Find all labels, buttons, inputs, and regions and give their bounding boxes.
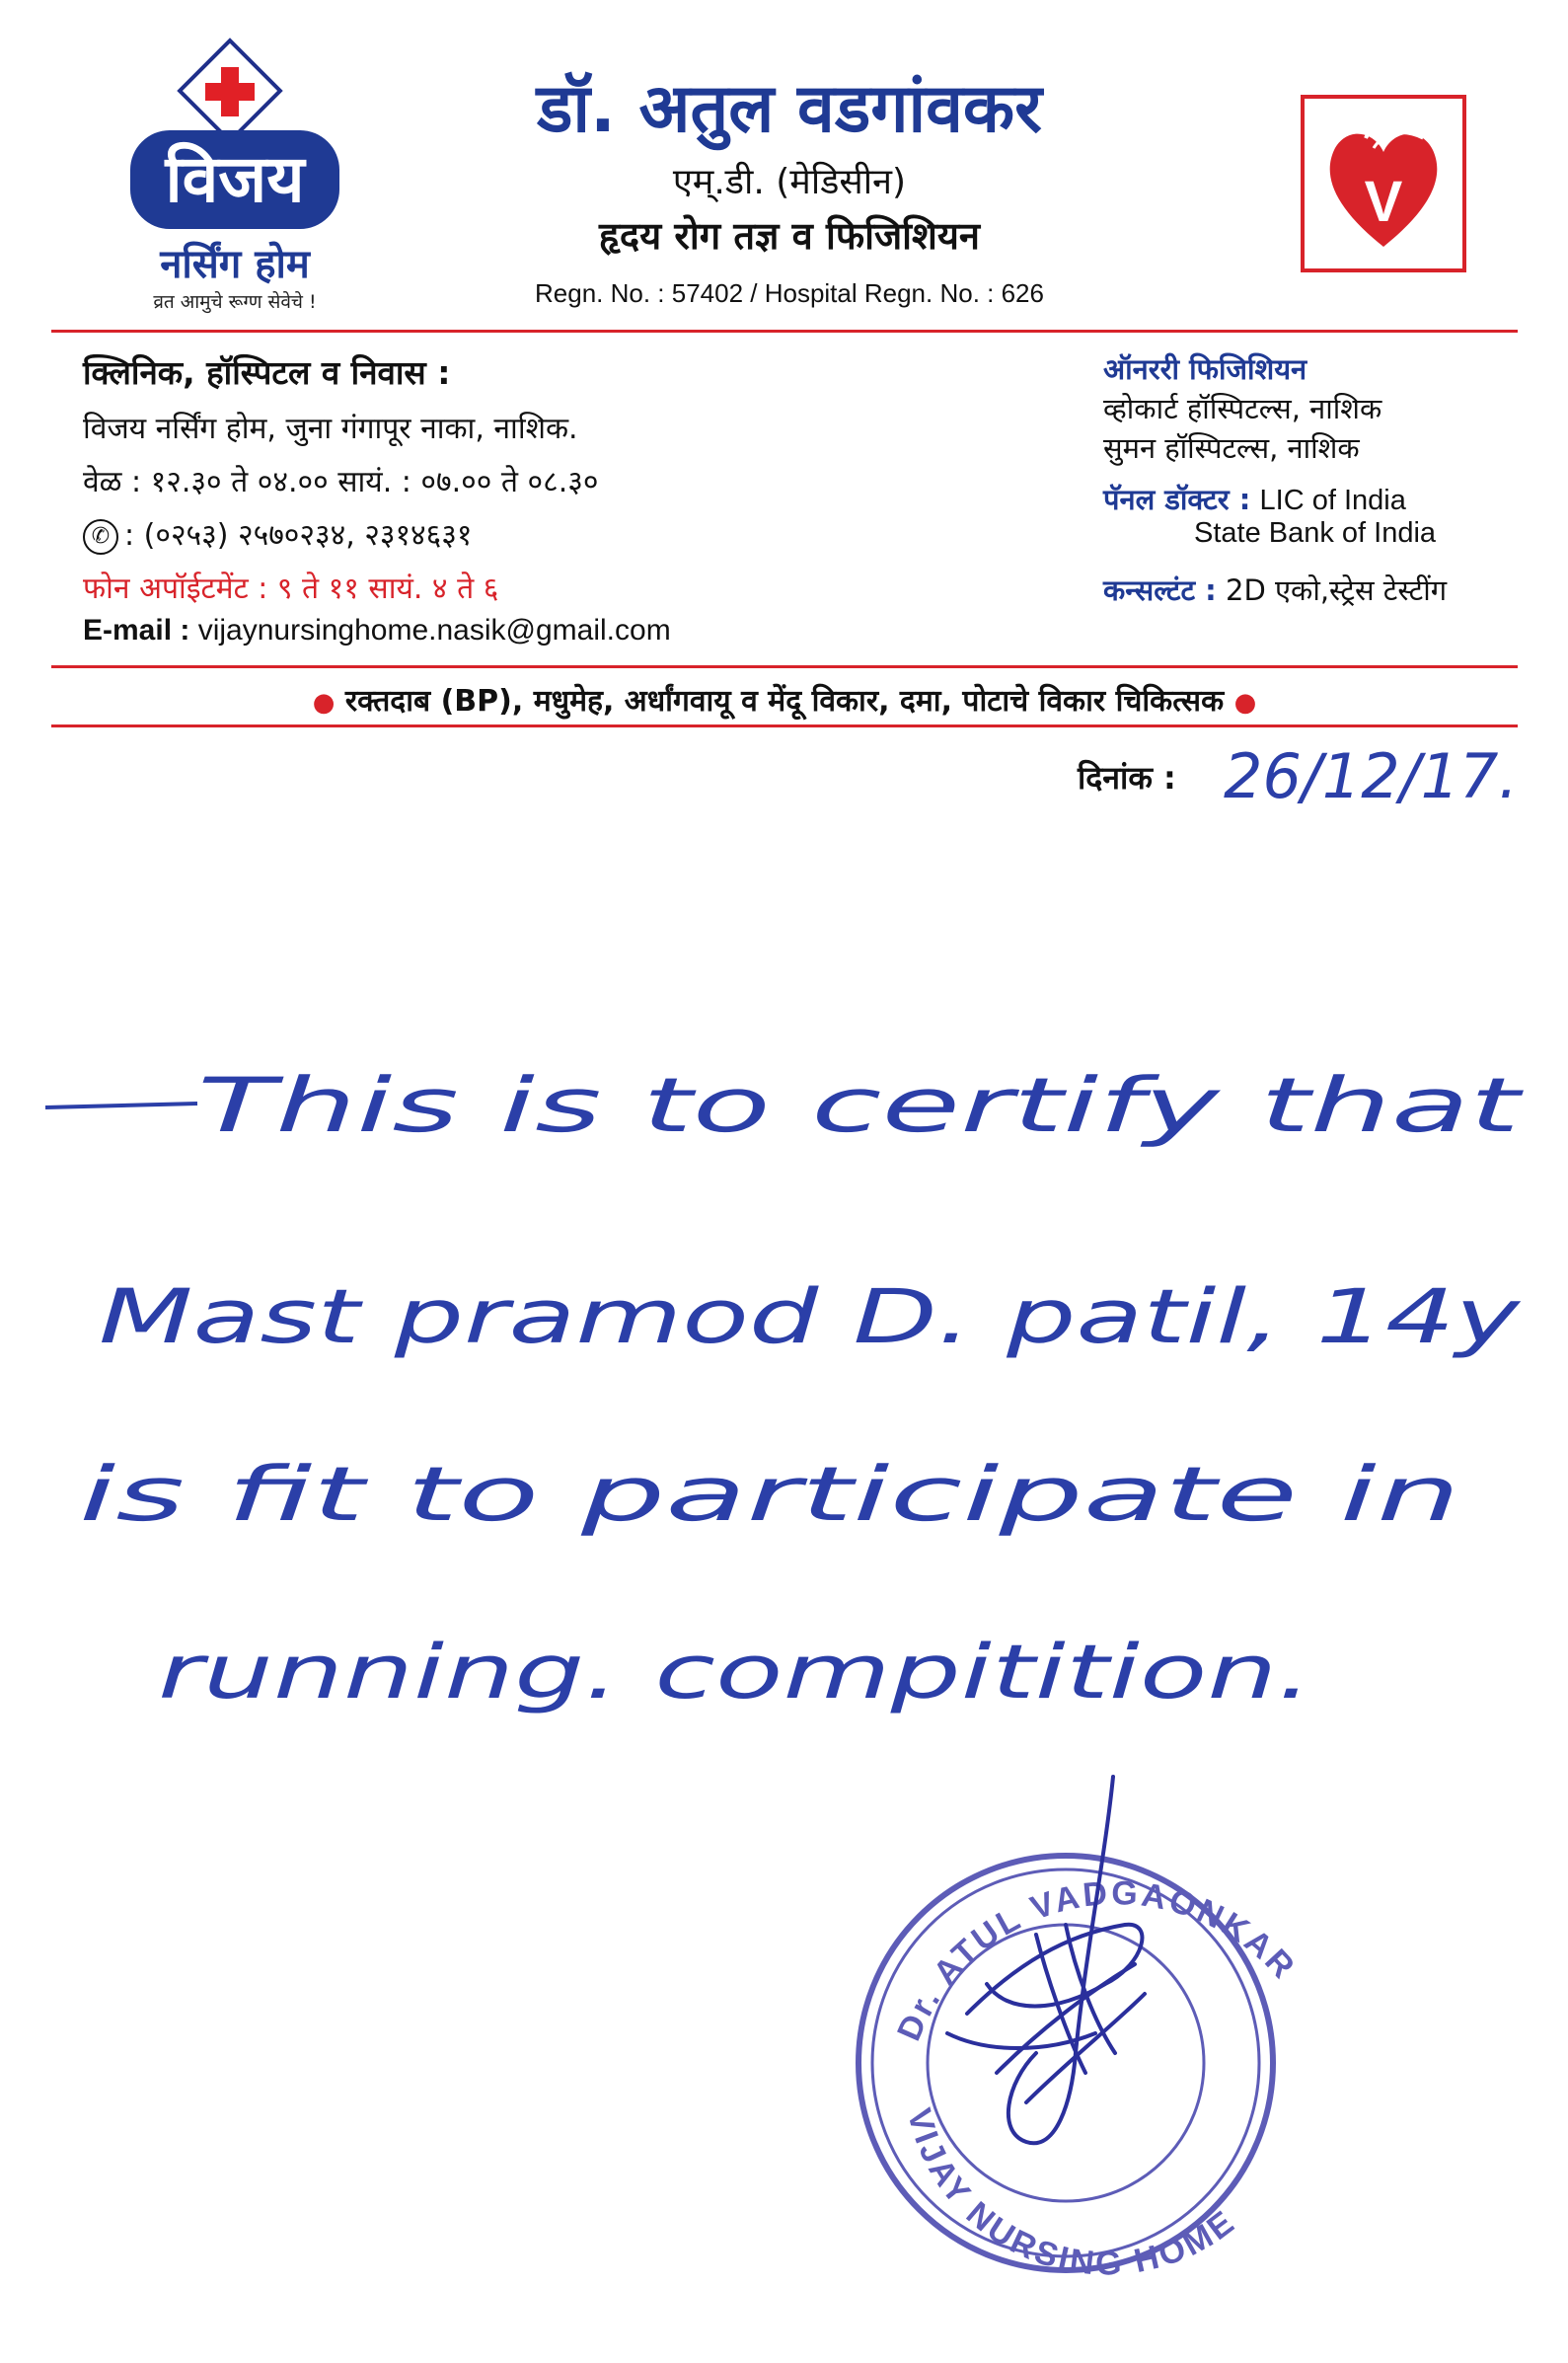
bullet-icon: ● (1233, 688, 1257, 718)
heart-logo-letter: V (1364, 170, 1403, 234)
phone-icon: ✆ (83, 519, 118, 555)
logo-name: विजय (130, 130, 339, 229)
phone-numbers: : (०२५३) २५७०२३४, २३१४६३१ (124, 518, 473, 553)
doctor-name: डॉ. अतुल वडगांवकर (537, 70, 1042, 148)
honorary-hospital: सुमन हॉस्पिटल्स, नाशिक (1103, 431, 1360, 465)
appointment-hours: फोन अपॉईटमेंट : ९ ते ११ सायं. ४ ते ६ (83, 572, 499, 606)
doctor-stamp (859, 1856, 1304, 2283)
address-line: विजय नर्सिंग होम, जुना गंगापूर नाका, नाशिक. (83, 412, 578, 446)
certificate-line: Mast pramod D. patil, 14y (99, 1272, 1522, 1360)
date-label: दिनांक : (1078, 759, 1176, 797)
doctor-specialty: हृदय रोग तज्ञ व फिजिशियन (599, 214, 980, 258)
bullet-icon: ● (312, 688, 336, 718)
consultant-services: 2D एको,स्ट्रेस टेस्टींग (1226, 573, 1448, 607)
clinic-timings: वेळ : १२.३० ते ०४.०० सायं. : ०७.०० ते ०८.३० (83, 465, 599, 499)
certificate-line: is fit to participate in (79, 1450, 1460, 1538)
logo-subtitle: नर्सिंग होम (160, 242, 310, 287)
panel-entry: State Bank of India (1194, 517, 1437, 549)
panel-entry: LIC of India (1259, 485, 1406, 516)
email-address: vijaynursinghome.nasik@gmail.com (197, 614, 671, 647)
svg-text:VIJAY NURSING HOME (900, 2104, 1243, 2282)
honorary-hospital: व्होकार्ट हॉस्पिटल्स, नाशिक (1103, 392, 1382, 425)
email-label: E-mail : (83, 614, 190, 647)
stamp-top-text: Dr. ATUL VADGAONKAR (890, 1873, 1304, 2047)
consultant-label: कन्सल्टंट : (1103, 573, 1217, 607)
logo-tagline: व्रत आमुचे रूग्ण सेवेचे ! (153, 291, 317, 313)
services-text: रक्तदाब (BP), मधुमेह, अर्धांगवायू व मेंदू विकार, दमा, पोटाचे विकार चिकित्सक (344, 684, 1225, 719)
handwriting-dash (45, 1104, 197, 1107)
doctor-degree: एम्.डी. (मेडिसीन) (672, 162, 907, 202)
address-heading: क्लिनिक, हॉस्पिटल व निवास : (83, 353, 451, 392)
registration-numbers: Regn. No. : 57402 / Hospital Regn. No. : 626 (535, 278, 1044, 308)
stamp-bottom-text: VIJAY NURSING HOME (899, 2104, 1243, 2283)
honorary-heading: ऑनररी फिजिशियन (1103, 352, 1307, 386)
certificate-line: running. compitition. (158, 1628, 1312, 1715)
certificate-line: This is to certify that (197, 1061, 1526, 1149)
handwritten-date: 26/12/17. (1224, 740, 1519, 812)
panel-label: पॅनल डॉक्टर : (1103, 483, 1251, 516)
